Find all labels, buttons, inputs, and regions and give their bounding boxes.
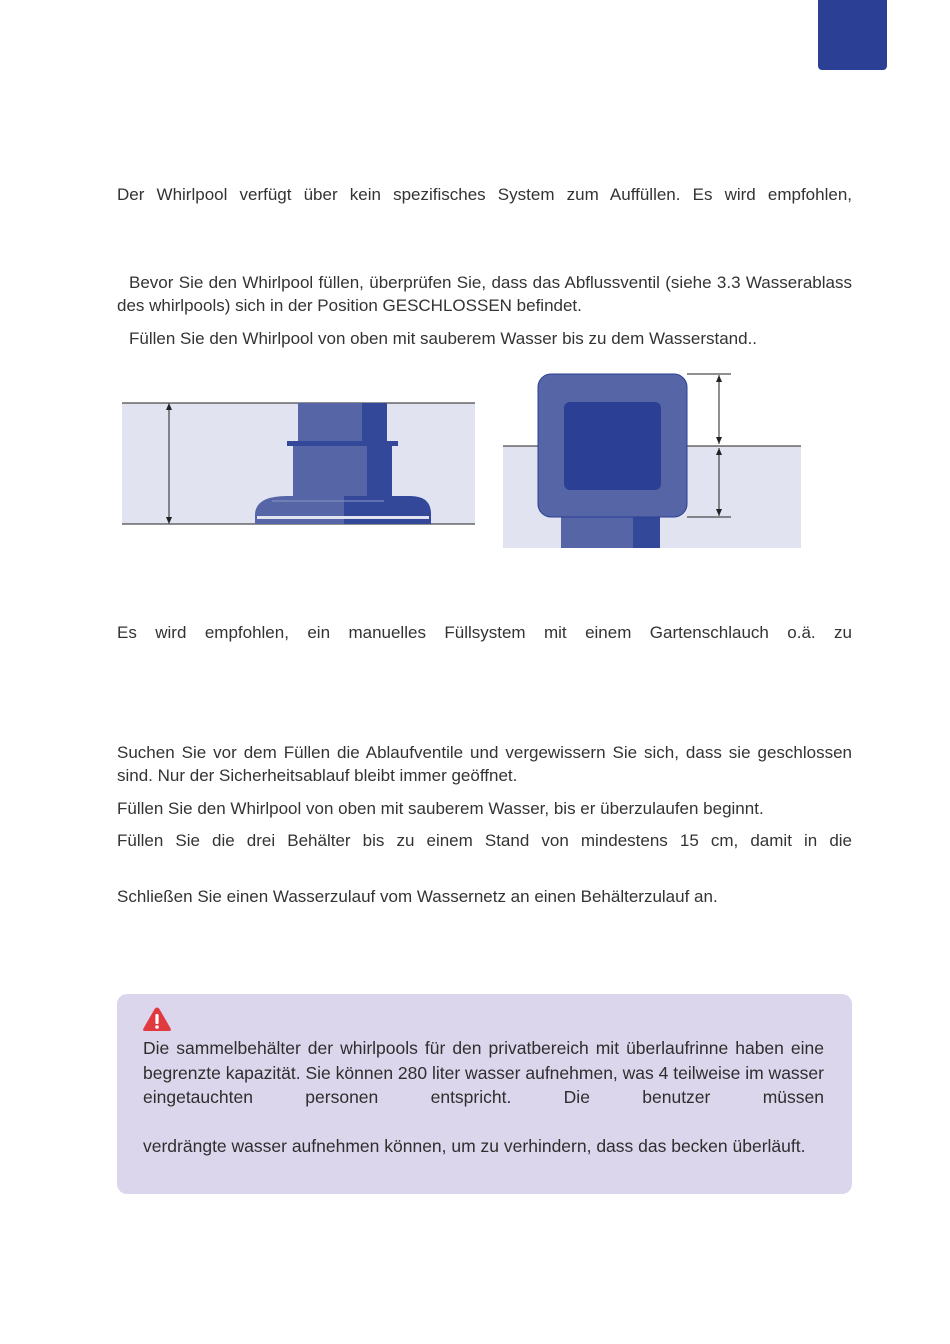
warning-box: [117, 994, 852, 1194]
warning-triangle-icon: [142, 1006, 172, 1033]
intro-paragraph: Der Whirlpool verfügt über kein spezifisches System zum Auffüllen. Es wird empfohlen,: [117, 185, 852, 204]
warning-text-line-2: verdrängte wasser aufnehmen können, um zu verhindern, dass das becken überläuft.: [143, 1136, 806, 1156]
skimmer-side-diagram: [122, 400, 478, 528]
overflow-step-1: Suchen Sie vor dem Füllen die Ablaufventile und vergewissern Sie sich, dass sie geschlossen sind. Nur der Sicherheitsablauf bleibt immer geöffnet.: [117, 743, 852, 785]
skimmer-step-2: Füllen Sie den Whirlpool von oben mit sauberem Wasser bis zu dem Wasserstand..: [129, 329, 758, 348]
overflow-step-2: Füllen Sie den Whirlpool von oben mit sauberem Wasser, bis er überzulaufen beginnt.: [117, 799, 764, 818]
warning-text-line-1: Die sammelbehälter der whirlpools für den privatbereich mit überlaufrinne haben eine begrenzte kapazität. Sie können 280 liter wasser aufnehmen, was 4 teilweise im wasser eingetauchten personen entspricht. Die benutzer müssen: [143, 1038, 824, 1107]
overflow-step-3: Füllen Sie die drei Behälter bis zu einem Stand von mindestens 15 cm, damit in die: [117, 831, 852, 850]
overflow-intro-paragraph: Es wird empfohlen, ein manuelles Füllsystem mit einem Gartenschlauch o.ä. zu: [117, 623, 852, 642]
overflow-step-4: Schließen Sie einen Wasserzulauf vom Wassernetz an einen Behälterzulauf an.: [117, 887, 718, 906]
page-tab-marker: [818, 0, 887, 70]
skimmer-step-1: Bevor Sie den Whirlpool füllen, überprüfen Sie, dass das Abflussventil (siehe 3.3 Wasserablass des whirlpools) sich in der Position GESCHLOSSEN befindet.: [117, 273, 852, 315]
skimmer-front-diagram: [500, 372, 805, 550]
